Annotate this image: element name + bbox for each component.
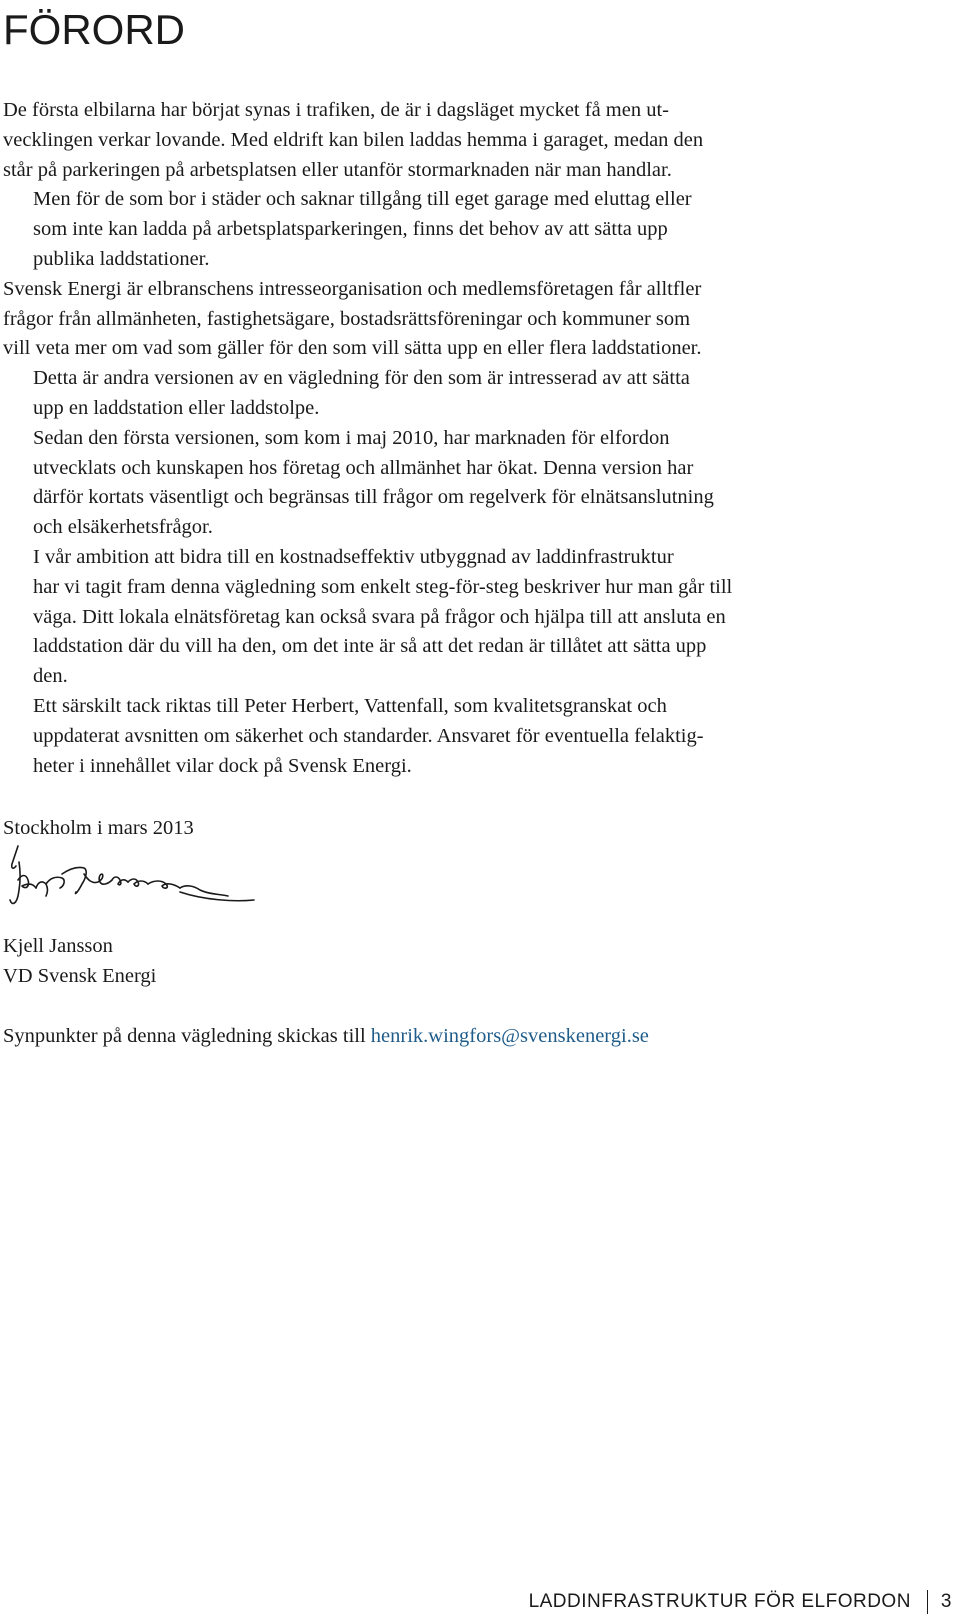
text-line: Svensk Energi är elbranschens intresseorganisation och medlemsföretagen får alltfler: [3, 277, 702, 300]
handwritten-signature: [4, 844, 260, 926]
signer-block: [3, 932, 156, 992]
feedback-email-link[interactable]: henrik.wingfors@svenskenergi.se: [370, 1025, 649, 1047]
text-line: som inte kan ladda på arbetsplatsparkeringen, finns det behov av att sätta upp: [33, 218, 668, 241]
paragraph: [3, 275, 803, 364]
text-line: publika laddstationer.: [33, 247, 210, 270]
text-line: har vi tagit fram denna vägledning som enkelt steg-för-steg beskriver hur man går till: [33, 575, 733, 598]
footer-divider: [927, 1590, 928, 1614]
text-line: Detta är andra versionen av en vägledning för den som är intresserad av att sätta: [33, 367, 690, 390]
footer-page-number: 3: [940, 1591, 952, 1612]
paragraph: [3, 364, 803, 424]
text-line: den.: [33, 665, 68, 688]
foreword-body: [3, 96, 803, 781]
signer-title: VD Svensk Energi: [3, 964, 157, 987]
page-footer: [529, 1590, 952, 1614]
paragraph: [3, 692, 803, 781]
page-title: FÖRORD: [3, 6, 185, 53]
text-line: Sedan den första versionen, som kom i maj 2010, har marknaden för elfordon: [33, 426, 670, 449]
feedback-text: Synpunkter på denna vägledning skickas till: [3, 1025, 371, 1047]
text-line: frågor från allmänheten, fastighetsägare, bostadsrättsföreningar och kommuner som: [3, 307, 691, 330]
text-line: står på parkeringen på arbetsplatsen eller utanför stormarknaden när man handlar.: [3, 158, 672, 181]
place-and-date: Stockholm i mars 2013: [3, 817, 194, 839]
text-line: och elsäkerhetsfrågor.: [33, 516, 213, 539]
paragraph: [3, 424, 803, 543]
paragraph: [3, 185, 803, 274]
text-line: De första elbilarna har börjat synas i trafiken, de är i dagsläget mycket få men ut-: [3, 99, 669, 121]
feedback-line: [3, 1022, 649, 1052]
footer-document-title: LADDINFRASTRUKTUR FÖR ELFORDON: [528, 1591, 911, 1612]
text-line: I vår ambition att bidra till en kostnadseffektiv utbyggnad av laddinfrastruktur: [33, 545, 674, 568]
text-line: upp en laddstation eller laddstolpe.: [33, 396, 320, 419]
paragraph: [3, 96, 803, 185]
text-line: uppdaterat avsnitten om säkerhet och standarder. Ansvaret för eventuella felaktig-: [33, 724, 704, 747]
text-line: laddstation där du vill ha den, om det inte är så att det redan är tillåtet att sätta upp: [33, 635, 707, 658]
text-line: vecklingen verkar lovande. Med eldrift kan bilen laddas hemma i garaget, medan den: [3, 128, 704, 151]
text-line: därför kortats väsentligt och begränsas till frågor om regelverk för elnätsanslutning: [33, 486, 714, 509]
text-line: utvecklats och kunskapen hos företag och allmänhet har ökat. Denna version har: [33, 456, 694, 479]
text-line: heter i innehållet vilar dock på Svensk Energi.: [33, 754, 412, 777]
text-line: Ett särskilt tack riktas till Peter Herbert, Vattenfall, som kvalitetsgranskat och: [33, 694, 667, 717]
text-line: väga. Ditt lokala elnätsföretag kan också svara på frågor och hjälpa till att ansluta en: [33, 605, 726, 628]
text-line: vill veta mer om vad som gäller för den som vill sätta upp en eller flera laddstationer.: [3, 337, 702, 360]
paragraph: [3, 543, 803, 692]
text-line: Men för de som bor i städer och saknar tillgång till eget garage med eluttag eller: [33, 188, 692, 211]
signer-name: Kjell Jansson: [3, 935, 113, 957]
